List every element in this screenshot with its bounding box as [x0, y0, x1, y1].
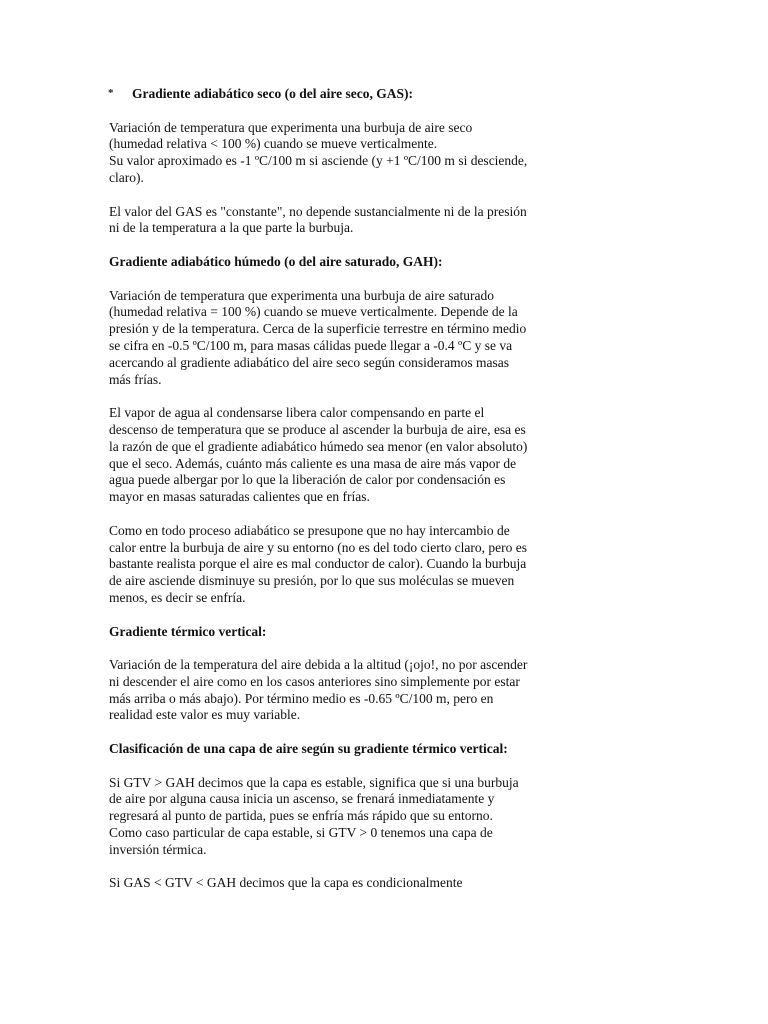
section-heading-gtv: Gradiente térmico vertical:: [109, 623, 267, 639]
section-heading-clasificacion: Clasificación de una capa de aire según su gradiente térmico vertical:: [109, 741, 508, 757]
section-heading-gas: [109, 86, 529, 103]
paragraph: Variación de temperatura que experimenta una burbuja de aire seco (humedad relativa < 100 %) cuando se mueve verticalmente. Su valor aproximado es -1 ºC/100 m si asciende (y +1 ºC/100 m si desciende, claro).: [109, 119, 528, 185]
paragraph: El valor del GAS es "constante", no depende sustancialmente ni de la presión ni de la temperatura a la que parte la burbuja.: [109, 203, 527, 236]
paragraph: El vapor de agua al condensarse libera calor compensando en parte el descenso de temperatura que se produce al ascender la burbuja de aire, esa es la razón de que el gradiente adiabático húmedo sea menor (en valor absoluto) que el seco. Además, cuánto más caliente es una masa de aire más vapor de agua puede albergar por lo que la liberación de calor por condensación es mayor en masas saturadas calientes que en frías.: [109, 405, 528, 505]
document-page: [109, 86, 529, 892]
paragraph: Si GTV > GAH decimos que la capa es estable, significa que si una burbuja de aire por alguna causa inicia un ascenso, se frenará inmediatamente y regresará al punto de partida, pues se enfría más rápido que su entorno. Como caso particular de capa estable, si GTV > 0 tenemos una capa de inversión térmica.: [109, 774, 519, 857]
paragraph: Variación de la temperatura del aire debida a la altitud (¡ojo!, no por ascender ni descender el aire como en los casos anteriores sino simplemente por estar más arriba o más abajo). Por término medio es -0.65 ºC/100 m, pero en realidad este valor es muy variable.: [109, 657, 528, 723]
paragraph: Como en todo proceso adiabático se presupone que no hay intercambio de calor entre la burbuja de aire y su entorno (no es del todo cierto claro, pero es bastante realista porque el aire es mal conductor de calor). Cuando la burbuja de aire asciende disminuye su presión, por lo que sus moléculas se mueven menos, es decir se enfría.: [109, 522, 527, 605]
asterisk-bullet-icon: *: [108, 87, 114, 99]
section-heading-gah: Gradiente adiabático húmedo (o del aire saturado, GAH):: [109, 253, 443, 269]
paragraph: Variación de temperatura que experimenta una burbuja de aire saturado (humedad relativa = 100 %) cuando se mueve verticalmente. Depende de la presión y de la temperatura. Cerca de la superficie terrestre en término medio se cifra en -0.5 ºC/100 m, para masas cálidas puede llegar a -0.4 ºC y se va acercando al gradiente adiabático del aire seco según consideramos masas más frías.: [109, 287, 527, 387]
paragraph: Si GAS < GTV < GAH decimos que la capa es condicionalmente: [109, 875, 463, 891]
heading-text: Gradiente adiabático seco (o del aire seco, GAS):: [132, 86, 413, 101]
